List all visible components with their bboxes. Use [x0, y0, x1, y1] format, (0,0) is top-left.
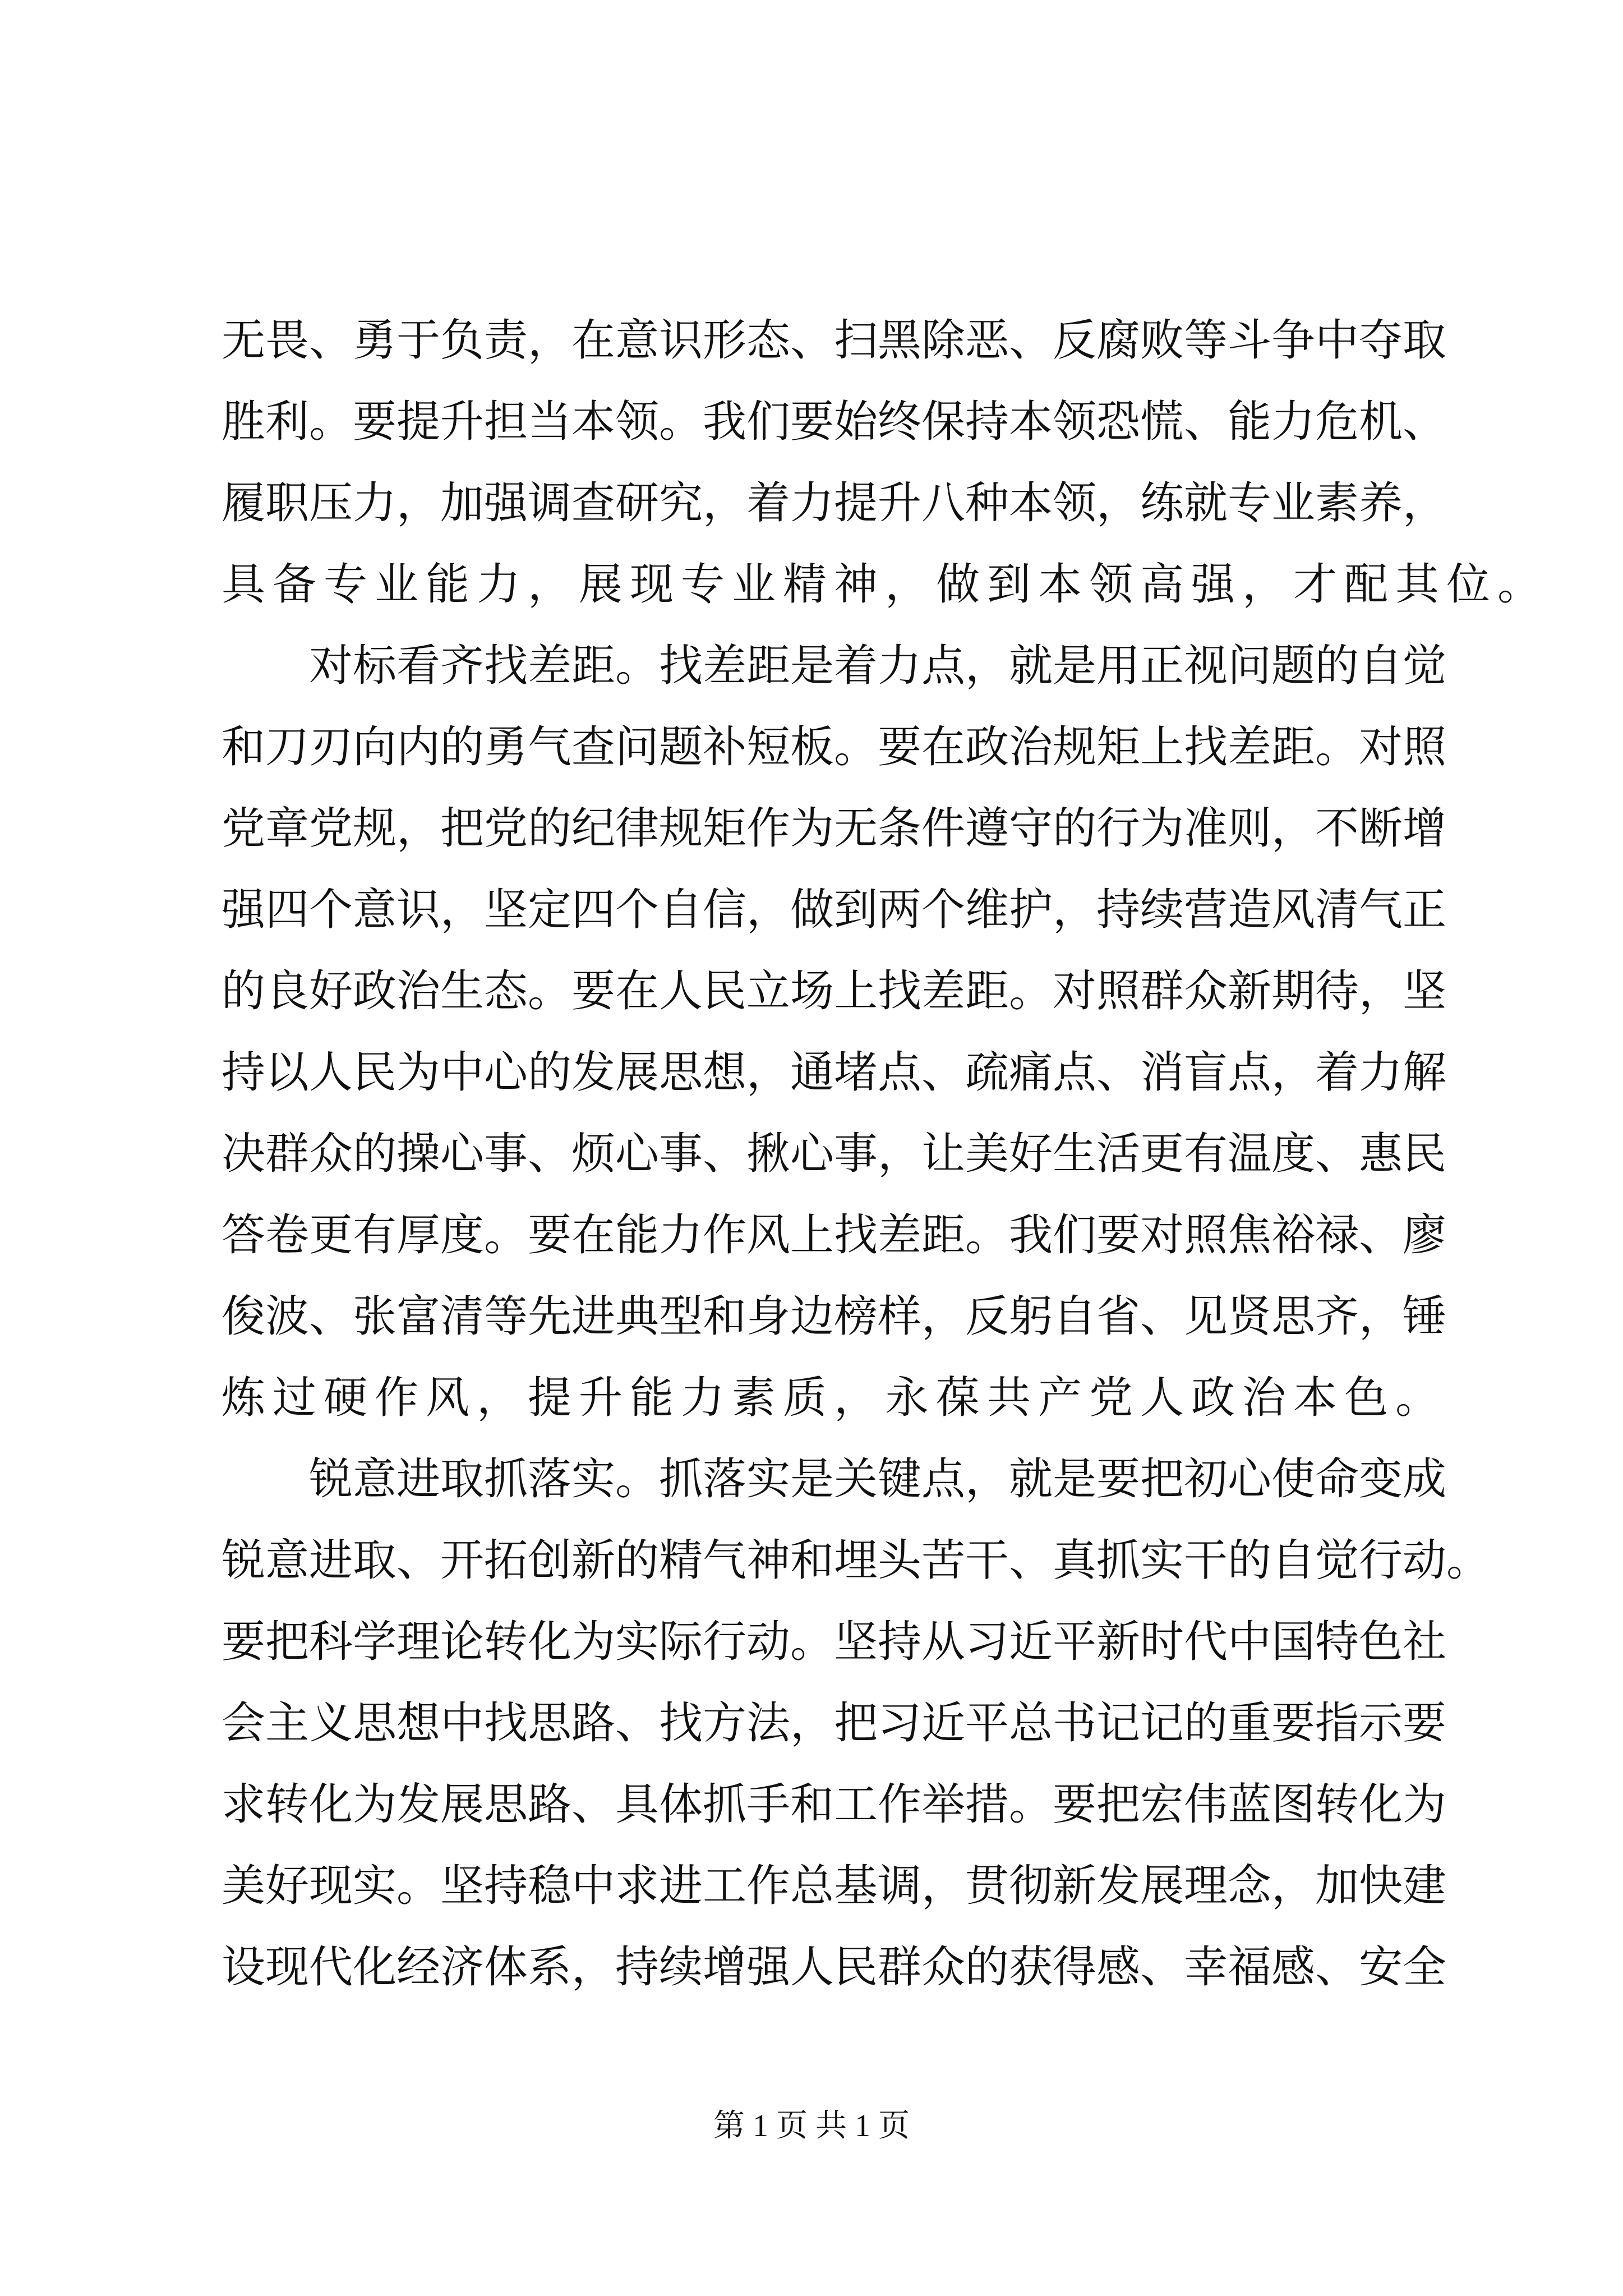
- text-line-21: 设现代化经济体系，持续增强人民群众的获得感、幸福感、安全: [222, 1942, 1447, 1993]
- text-line-2: 胜利。要提升担当本领。我们要始终保持本领恐慌、能力危机、: [222, 397, 1447, 447]
- text-line-6: 和刀刃向内的勇气查问题补短板。要在政治规矩上找差距。对照: [222, 722, 1447, 772]
- text-line-3: 履职压力，加强调查研究，着力提升八种本领，练就专业素养，: [222, 478, 1447, 528]
- document-body: [222, 300, 1549, 2008]
- text-line-8: 强四个意识，坚定四个自信，做到两个维护，持续营造风清气正: [222, 885, 1447, 935]
- text-line-11: 决群众的操心事、烦心事、揪心事，让美好生活更有温度、惠民: [222, 1129, 1447, 1179]
- text-line-13: 俊波、张富清等先进典型和身边榜样，反躬自省、见贤思齐，锤: [222, 1291, 1447, 1342]
- text-line-20: 美好现实。坚持稳中求进工作总基调，贯彻新发展理念，加快建: [222, 1861, 1447, 1911]
- text-line-18: 会主义思想中找思路、找方法，把习近平总书记记的重要指示要: [222, 1698, 1447, 1749]
- paragraph-2-line-1: 对标看齐找差距。找差距是着力点，就是用正视问题的自觉: [309, 641, 1447, 691]
- text-line-16: 锐意进取、开拓创新的精气神和埋头苦干、真抓实干的自觉行动。: [222, 1535, 1491, 1586]
- paragraph-3-line-1: 锐意进取抓落实。抓落实是关键点，就是要把初心使命变成: [309, 1454, 1447, 1504]
- text-line-12: 答卷更有厚度。要在能力作风上找差距。我们要对照焦裕禄、廖: [222, 1210, 1447, 1260]
- text-line-4: 具备专业能力，展现专业精神，做到本领高强，才配其位。: [222, 559, 1549, 610]
- text-line-19: 求转化为发展思路、具体抓手和工作举措。要把宏伟蓝图转化为: [222, 1779, 1447, 1830]
- page-number-footer: 第 1 页 共 1 页: [713, 2109, 910, 2143]
- text-line-7: 党章党规，把党的纪律规矩作为无条件遵守的行为准则，不断增: [222, 803, 1447, 854]
- text-line-10: 持以人民为中心的发展思想，通堵点、疏痛点、消盲点，着力解: [222, 1047, 1447, 1098]
- text-line-17: 要把科学理论转化为实际行动。坚持从习近平新时代中国特色社: [222, 1617, 1447, 1667]
- text-line-14: 炼过硬作风，提升能力素质，永葆共产党人政治本色。: [222, 1373, 1447, 1423]
- text-line-1: 无畏、勇于负责，在意识形态、扫黑除恶、反腐败等斗争中夺取: [222, 315, 1447, 366]
- text-line-9: 的良好政治生态。要在人民立场上找差距。对照群众新期待，坚: [222, 966, 1447, 1016]
